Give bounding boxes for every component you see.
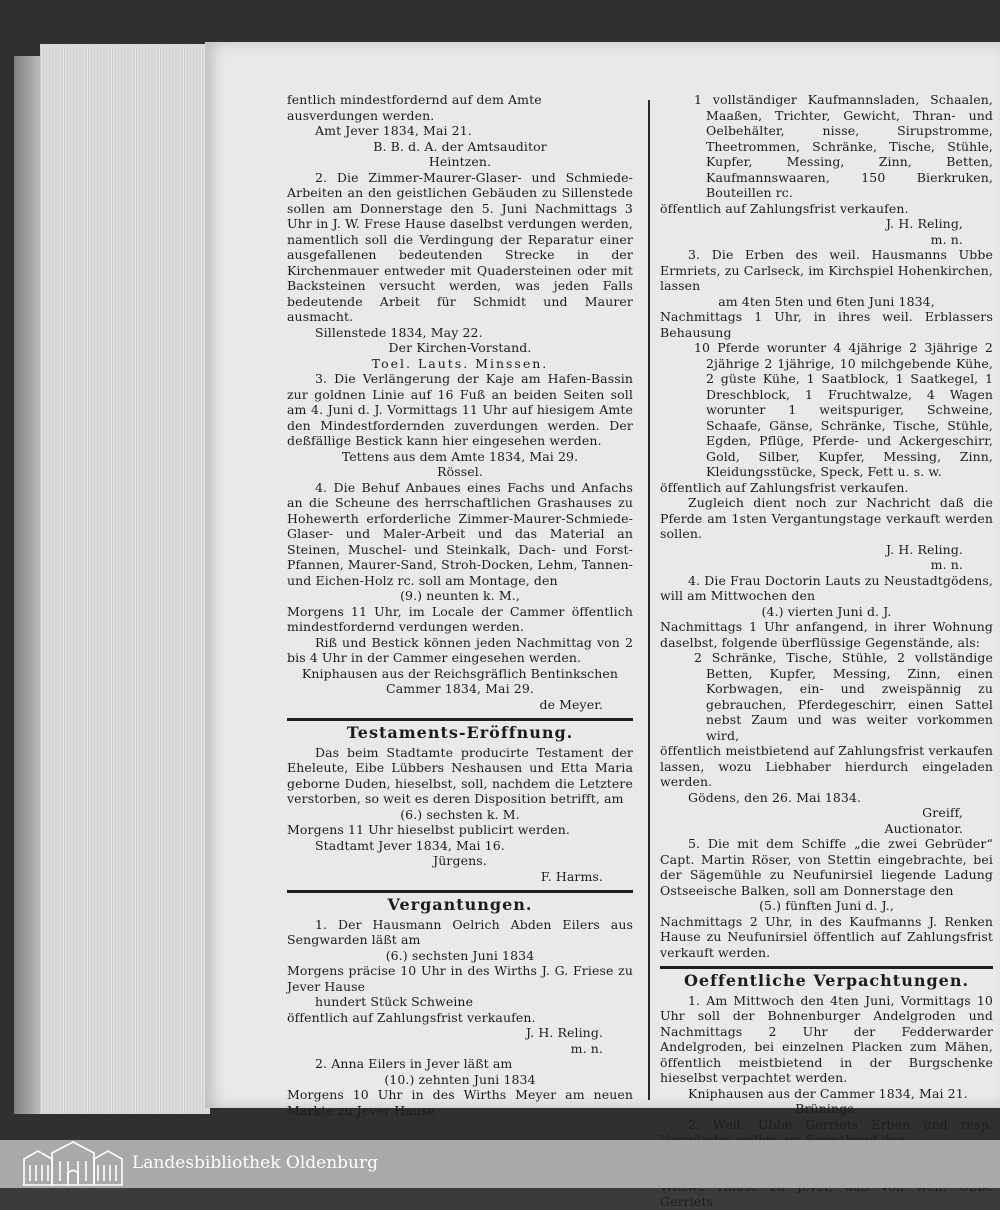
- text-line: öffentlich auf Zahlungsfrist verkaufen.: [287, 1009, 536, 1025]
- notice-paragraph: 3. Die Verlängerung der Kaje am Hafen-Bassin zur goldnen Linie auf 16 Fuß an beiden Seiten soll am 4. Juni d. J. Vormittags 11 Uhr auf hiesigem Amte den Mindestfordernden zuverdungen werden. Der deßfällige Bestick kann hier eingesehen werden.: [287, 371, 633, 448]
- notice-date: am 4ten 5ten und 6ten Juni 1834,: [718, 293, 935, 309]
- text-line: öffentlich auf Zahlungsfrist verkaufen.: [660, 479, 909, 495]
- item-list: 1 vollständiger Kaufmannsladen, Schaalen, Maaßen, Trichter, Gewicht, Thran- und Oelbehälter, nisse, Sirupstromme, Theetrommen, Schränke, Tische, Stühle, Kupfer, Messing, Zinn, Betten, Kaufmannswaaren, 150 Bierkruken, Bouteillen rc.: [694, 92, 993, 200]
- signature-title: Auctionator.: [884, 820, 963, 836]
- signature: Der Kirchen-Vorstand.: [388, 340, 532, 355]
- notice-paragraph: 4. Die Behuf Anbaues eines Fachs und Anfachs an die Scheune des herrschaftlichen Grashauses zu Hohewerth erforderliche Zimmer-Maurer-Schmiede-Glaser- und Maler-Arbeit und das Material an Steinen, Muschel- und Steinkalk, Dach- und Forst-Pfannen, Maurer-Sand, Stroh-Docken, Lehm, Tannen- und Eichen-Holz rc. soll am Montage, den: [287, 479, 633, 588]
- item-list: 2 Schränke, Tische, Stühle, 2 vollständige Betten, Kupfer, Messing, Zinn, einen Korbwagen, ein- und zweispännig zu gebrauchen, Pferdegeschirr, einen Sattel nebst Zaum und was weiter vorkommen wird,: [694, 650, 993, 743]
- notice-paragraph: 5. Die mit dem Schiffe „die zwei Gebrüder“ Capt. Martin Röser, von Stettin eingebrachte, bei der Sägemühle zu Neufunirsiel liegende Ladung Ostseeische Balken, soll am Donnerstage den: [660, 836, 993, 898]
- signature: Greiff,: [922, 805, 963, 820]
- notice-paragraph: Morgens 10 Uhr in des Wirths Meyer am neuen Markte zu Jever Hause: [287, 1087, 633, 1118]
- notice-date: Kniphausen aus der Reichsgräflich Bentinkschen Cammer 1834, Mai 29.: [301, 665, 619, 696]
- signature: F. Harms.: [540, 868, 603, 884]
- right-column: [660, 92, 993, 1210]
- signature: J. H. Reling.: [886, 541, 963, 557]
- notice-paragraph: Nachmittags 2 Uhr, in des Kaufmanns J. Renken Hause zu Neufunirsiel öffentlich auf Zahlungsfrist verkauft werden.: [660, 913, 993, 960]
- signature: Brünings.: [795, 1101, 858, 1116]
- notice-paragraph: 3. Die Erben des weil. Hausmanns Ubbe Ermriets, zu Carlseck, im Kirchspiel Hohenkirchen, lassen: [660, 247, 993, 293]
- text-line: fentlich mindestfordernd auf dem Amte ausverdungen werden.: [287, 92, 542, 123]
- text-line: B. B. d. A. der Amtsauditor: [373, 138, 547, 154]
- signature-abbr: m. n.: [930, 557, 963, 572]
- signature-abbr: m. n.: [930, 231, 963, 247]
- text-line: Amt Jever 1834, Mai 21.: [315, 123, 472, 138]
- item-list: 10 Pferde worunter 4 4jährige 2 3jährige 2 2jährige 2 1jährige, 10 milchgebende Kühe, 2 güste Kühe, 1 Saatblock, 1 Saatkegel, 1 Dreschblock, 1 Fruchtwalze, 4 Wagen worunter 1 weitspuriger, Schweine, Schaafe, Gänse, Schränke, Tische, Stühle, Egden, Pflüge, Pferde- und Ackergeschirr, Gold, Silber, Kupfer, Messing, Zinn, Kleidungsstücke, Speck, Fett u. s. w.: [694, 340, 993, 479]
- page-stack: [40, 44, 210, 1114]
- notice-paragraph: Riß und Bestick können jeden Nachmittag von 2 bis 4 Uhr in der Cammer eingesehen werden.: [287, 634, 633, 665]
- signature: de Meyer.: [539, 696, 603, 712]
- signature-abbr: m. n.: [570, 1040, 603, 1056]
- notice-paragraph: Morgens präcise 10 Uhr in des Wirths J. G. Friese zu Jever Hause: [287, 963, 633, 994]
- signature: J. H. Reling,: [886, 216, 963, 231]
- notice-paragraph: 4. Die Frau Doctorin Lauts zu Neustadtgödens, will am Mittwochen den: [660, 572, 993, 603]
- section-heading: Testaments-Eröffnung.: [346, 723, 574, 742]
- section-heading: Oeffentliche Verpachtungen.: [683, 971, 970, 990]
- section-heading: Vergantungen.: [387, 895, 533, 914]
- section-rule: [287, 718, 633, 721]
- notice-date: Tettens aus dem Amte 1834, Mai 29.: [341, 448, 579, 464]
- notice-date: (6.) sechsten k. M.: [400, 806, 520, 822]
- notice-paragraph: Nachmittags 1 Uhr anfangend, in ihrer Wohnung daselbst, folgende überflüssige Gegenstände, als:: [660, 619, 993, 650]
- notice-date: (4.) vierten Juni d. J.: [761, 603, 892, 619]
- notice-paragraph: 2. Weil. Ubbe Gerriets Erben und resp.: [688, 1116, 993, 1132]
- signature: Jürgens.: [433, 853, 487, 868]
- notice-date: (9.) neunten k. M.,: [400, 588, 520, 603]
- notice-date: (6.) sechsten Juni 1834: [385, 947, 535, 963]
- notice-paragraph: Das beim Stadtamte producirte Testament der Eheleute, Eibe Lübbers Neshausen und Etta Maria geborne Duden, hieselbst, soll, nachdem die Letztere verstorben, so weit es deren Disposition betrifft, am: [287, 744, 633, 806]
- section-rule: [287, 890, 633, 893]
- text-line: Morgens 11 Uhr hieselbst publicirt werden.: [287, 822, 570, 837]
- left-column: [287, 92, 633, 1118]
- text-line: öffentlich auf Zahlungsfrist verkaufen.: [660, 200, 909, 216]
- notice-paragraph: Gerriets: [660, 1194, 713, 1209]
- column-divider: [648, 100, 650, 1100]
- signature: Heintzen.: [428, 154, 492, 169]
- signature: J. H. Reling.: [526, 1025, 603, 1040]
- notice-date: Stadtamt Jever 1834, Mai 16.: [315, 837, 505, 853]
- library-building-logo: [22, 1139, 124, 1187]
- list-item: hundert Stück Schweine: [315, 994, 474, 1009]
- notice-paragraph: 1. Am Mittwoch den 4ten Juni, Vormittags 10 Uhr soll der Bohnenburger Andelgroden und Nachmittags 2 Uhr der Fedderwarder Andelgroden, bei einzelnen Placken zum Mähen, öffentlich meistbietend in der Burgschenke hieselbst verpachtet werden.: [660, 992, 993, 1085]
- notice-date: Sillenstede 1834, May 22.: [315, 324, 483, 340]
- notice-paragraph: 2. Die Zimmer-Maurer-Glaser- und Schmiede-Arbeiten an den geistlichen Gebäuden zu Sillenstede sollen am Donnerstage den 5. Juni Nachmittags 3 Uhr in J. W. Frese Hause daselbst verdungen werden, namentlich soll die Verdingung der Reparatur einer ausgefallenen bedeutenden Strecke in der Kirchenmauer entweder mit Quadersteinen oder mit Backsteinen versucht werden, was jeden Falls bedeutende Arbeit für Schmidt und Maurer ausmacht.: [287, 169, 633, 324]
- notice-paragraph: Morgens 11 Uhr, im Locale der Cammer öffentlich mindestfordernd verdungen werden.: [287, 603, 633, 634]
- signature: Rössel.: [437, 464, 483, 479]
- signature-names: Toel. Lauts. Minssen.: [371, 355, 549, 371]
- notice-paragraph: Zugleich dient noch zur Nachricht daß die Pferde am 1sten Vergantungstage verkauft werden sollen.: [660, 495, 993, 541]
- section-rule: [660, 966, 993, 969]
- notice-paragraph: öffentlich meistbietend auf Zahlungsfrist verkaufen lassen, wozu Liebhaber hierdurch eingeladen werden.: [660, 743, 993, 789]
- notice-paragraph: 2. Anna Eilers in Jever läßt am: [315, 1056, 513, 1071]
- library-name: Landesbibliothek Oldenburg: [132, 1153, 379, 1173]
- notice-date: Kniphausen aus der Cammer 1834, Mai 21.: [688, 1085, 968, 1101]
- notice-date: Gödens, den 26. Mai 1834.: [688, 789, 862, 805]
- notice-date: (10.) zehnten Juni 1834: [384, 1071, 536, 1087]
- notice-paragraph: Nachmittags 1 Uhr, in ihres weil. Erblassers Behausung: [660, 309, 993, 340]
- notice-date: (5.) fünften Juni d. J.,: [759, 898, 894, 913]
- notice-paragraph: 1. Der Hausmann Oelrich Abden Eilers aus Sengwarden läßt am: [287, 916, 633, 947]
